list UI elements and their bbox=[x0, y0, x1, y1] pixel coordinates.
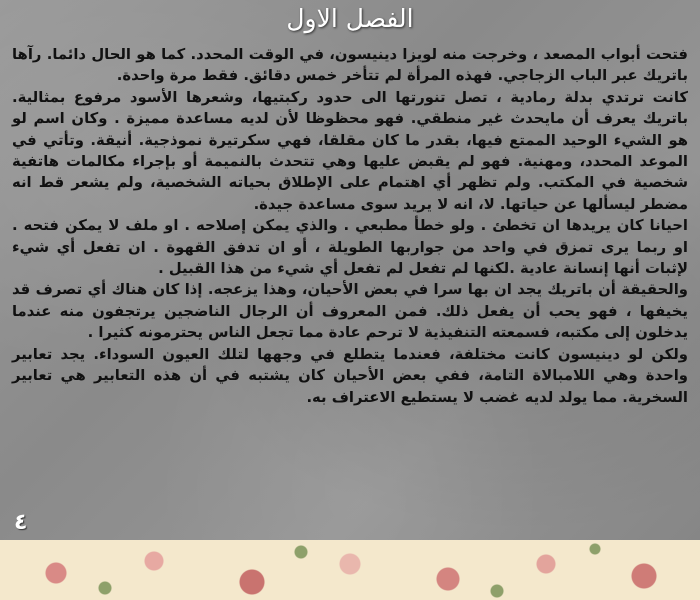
page-number: ٤ bbox=[14, 510, 28, 535]
paragraph: كانت ترتدي بدلة رمادية ، تصل تنورتها الى حدود ركبتيها، وشعرها الأسود مرفوع بمثالية. باتريك يعرف أن مايحدث غير منطقي. فهو محظوظا لأن لديه مساعدة مميزة . وكان اسم لو هو الشيء الوحيد الممتع فيها، بقدر ما كان مقلقا، فهي سكرتيرة نموذجية. أنيقة. وتأتي في الموعد المحدد، ومهنية. فهو لم يقبض عليها وهي تتحدث بالنميمة أو بإجراء مكالمات هاتفية شخصية في المكتب. ولم تظهر أي اهتمام على الإطلاق بحياته الشخصية، ولم يشعر قط انه مضطر ليسألها عن حياتها. لا، انه لا يريد سوى مساعدة جيدة. bbox=[12, 88, 688, 213]
paragraph: احيانا كان يريدها ان تخطئ . ولو خطأ مطبعي . والذي يمكن إصلاحه . او ملف لا يمكن فتحه . او ربما يرى تمزق في واحد من جواربها الطويلة ، أو ان تدفق القهوة . ان تفعل أي شيء لإثبات أنها إنسانة عادية .لكنها لم تفعل لم تفعل أي شيء من هذا القبيل . bbox=[12, 217, 688, 278]
floral-border bbox=[0, 540, 700, 600]
paragraph: ولكن لو دينيسون كانت مختلفة، فعندما يتطلع في وجهها لتلك العيون السوداء. يجد تعابير واحدة وهي اللامبالاة التامة، ففي بعض الأحيان كان يشتبه في أن هذه التعابير هي تعابير السخرية. مما يولد لديه غضب لا يستطيع الاعتراف به. bbox=[12, 345, 688, 406]
chapter-body bbox=[12, 44, 688, 408]
paragraph: والحقيقة أن باتريك يجد ان بها سرا في بعض الأحيان، وهذا يزعجه. إذا كان هناك أي تصرف قد يخيفها ، فهو يحب أن يفعل ذلك. فمن المعروف أن الرجال الناضجين يرتجفون منه عندما يدخلون إلى مكتبه، فسمعته التنفيذية لا ترحم عادة مما تجعل الناس يحترمونه كثيرا . bbox=[12, 281, 688, 342]
chapter-title: الفصل الاول bbox=[286, 4, 414, 33]
paragraph: فتحت أبواب المصعد ، وخرجت منه لويزا دينيسون، في الوقت المحدد. كما هو الحال دائما. رآها باتريك عبر الباب الزجاجي. فهذه المرأة لم تتأخر خمس دقائق. فقط مرة واحدة. bbox=[12, 46, 688, 85]
